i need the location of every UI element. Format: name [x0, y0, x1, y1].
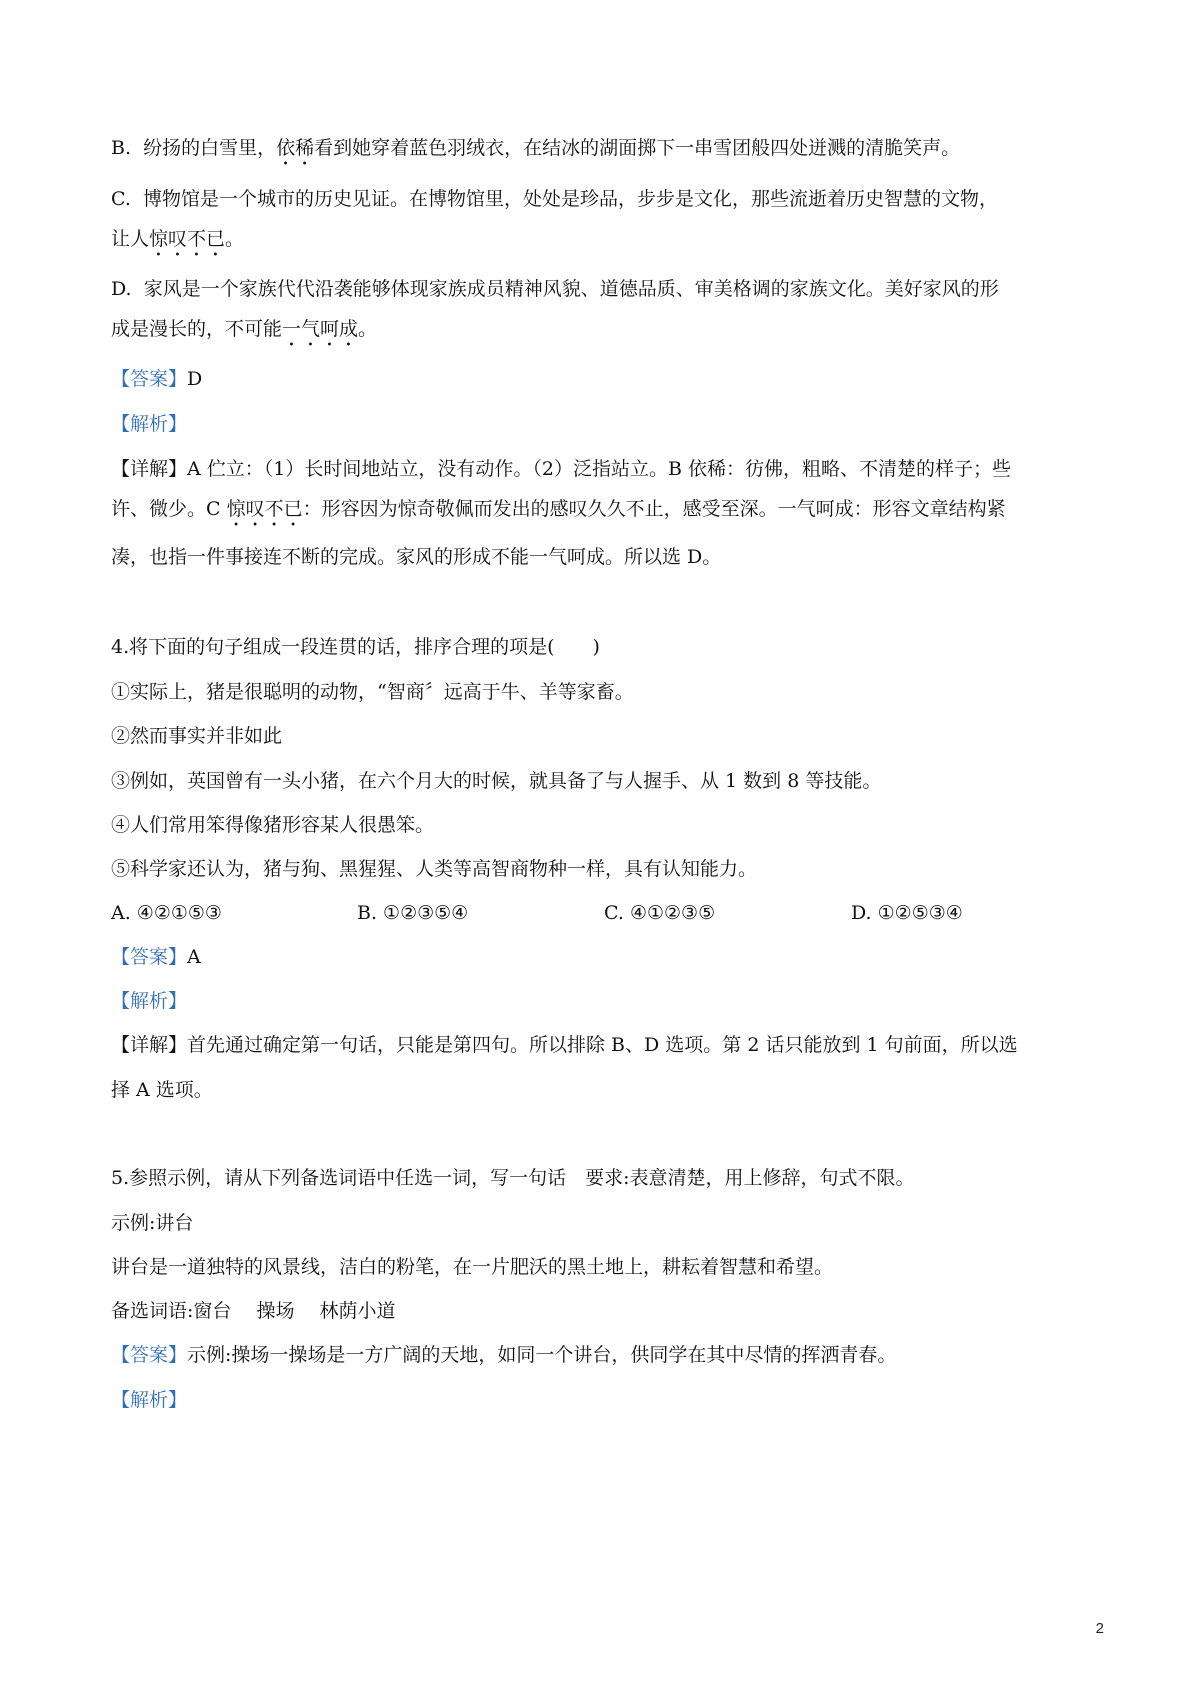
q4-option-b: B. ①②③⑤④ — [357, 902, 469, 924]
q4-sentence-2: ②然而事实并非如此 — [111, 725, 283, 747]
answer-tag: 【答案】 — [111, 1344, 188, 1366]
q5-stem: 5.参照示例，请从下列备选词语中任选一词，写一句话 要求:表意清楚，用上修辞，句式不限。 — [111, 1167, 915, 1189]
dotted-word: 依稀 — [276, 137, 315, 159]
answer-value: D — [187, 368, 203, 390]
q5-analysis-heading — [111, 1386, 1100, 1414]
q4-sentence-3: ③例如，英国曾有一头小猪，在六个月大的时候，就具备了与人握手、从 1 数到 8 等技能。 — [111, 770, 882, 792]
q4-detail-line2: 择 A 选项。 — [111, 1079, 213, 1101]
answer-value: A — [187, 946, 201, 968]
detail-tag: 【详解】 — [111, 458, 188, 480]
analysis-tag: 【解析】 — [111, 990, 188, 1012]
q5-example-label: 示例:讲台 — [111, 1212, 194, 1234]
q5-example-text: 讲台是一道独特的风景线，洁白的粉笔，在一片肥沃的黑土地上，耕耘着智慧和希望。 — [111, 1256, 834, 1278]
analysis-tag: 【解析】 — [111, 1389, 188, 1411]
q4-option-c: C. ④①②③⑤ — [604, 902, 716, 924]
q3-detail-line1: 【详解】A 伫立：（1）长时间地站立，没有动作。（2）泛指站立。B 依稀：彷佛，粗略、不清楚的样子；些 — [111, 458, 1011, 480]
q3-option-c-line1: C. 博物馆是一个城市的历史见证。在博物馆里，处处是珍品，步步是文化，那些流逝着历史智慧的文物， — [111, 188, 999, 210]
answer-tag: 【答案】 — [111, 368, 188, 390]
q4-analysis-heading — [111, 987, 1100, 1015]
answer-value: 示例:操场一操场是一方广阔的天地，如同一个讲台，供同学在其中尽情的挥洒青春。 — [187, 1344, 897, 1366]
q4-stem: 4.将下面的句子组成一段连贯的话，排序合理的项是( ) — [111, 636, 600, 658]
q4-option-d: D. ①②⑤③④ — [851, 902, 963, 924]
analysis-tag: 【解析】 — [111, 413, 188, 435]
detail-tag: 【详解】 — [111, 1034, 188, 1056]
q3-option-b: B. 纷扬的白雪里，依稀看到她穿着蓝色羽绒衣，在结冰的湖面掷下一串雪团般四处迸溅的清脆笑声。 — [111, 137, 961, 159]
q3-detail-line2: 许、微少。C 惊叹不已：形容因为惊奇敬佩而发出的感叹久久不止，感受至深。一气呵成：形容文章结构紧 — [111, 498, 1006, 520]
q3-option-c-line2: 让人惊叹不已。 — [111, 228, 245, 250]
q4-option-a: A. ④②①⑤③ — [111, 902, 222, 924]
q3-answer — [111, 365, 1100, 393]
q3-detail-line3: 凑，也指一件事接连不断的完成。家风的形成不能一气呵成。所以选 D。 — [111, 546, 722, 568]
answer-tag: 【答案】 — [111, 946, 188, 968]
q4-answer — [111, 943, 1100, 971]
q3-option-d-line1: D. 家风是一个家族代代沿袭能够体现家族成员精神风貌、道德品质、审美格调的家族文化。美好家风的形 — [111, 278, 999, 300]
q3-analysis-heading — [111, 410, 1100, 438]
dotted-word: 一气呵成 — [282, 318, 359, 340]
page-number: 2 — [1095, 1620, 1104, 1637]
q4-sentence-4: ④人们常用笨得像猪形容某人很愚笨。 — [111, 814, 435, 836]
q4-detail-line1: 【详解】首先通过确定第一句话，只能是第四句。所以排除 B、D 选项。第 2 话只能放到 1 句前面，所以选 — [111, 1034, 1018, 1056]
q5-candidates: 备选词语:窗台 操场 林荫小道 — [111, 1300, 396, 1322]
q3-option-d-line2: 成是漫长的，不可能一气呵成。 — [111, 318, 378, 340]
q4-sentence-5: ⑤科学家还认为，猪与狗、黑猩猩、人类等高智商物种一样，具有认知能力。 — [111, 858, 758, 880]
q5-answer — [111, 1341, 1100, 1369]
dotted-word: 惊叹不已 — [149, 228, 226, 250]
q4-sentence-1: ①实际上，猪是很聪明的动物，“智商〞远高于牛、羊等家畜。 — [111, 681, 634, 703]
dotted-word: 惊叹不已 — [226, 498, 303, 520]
